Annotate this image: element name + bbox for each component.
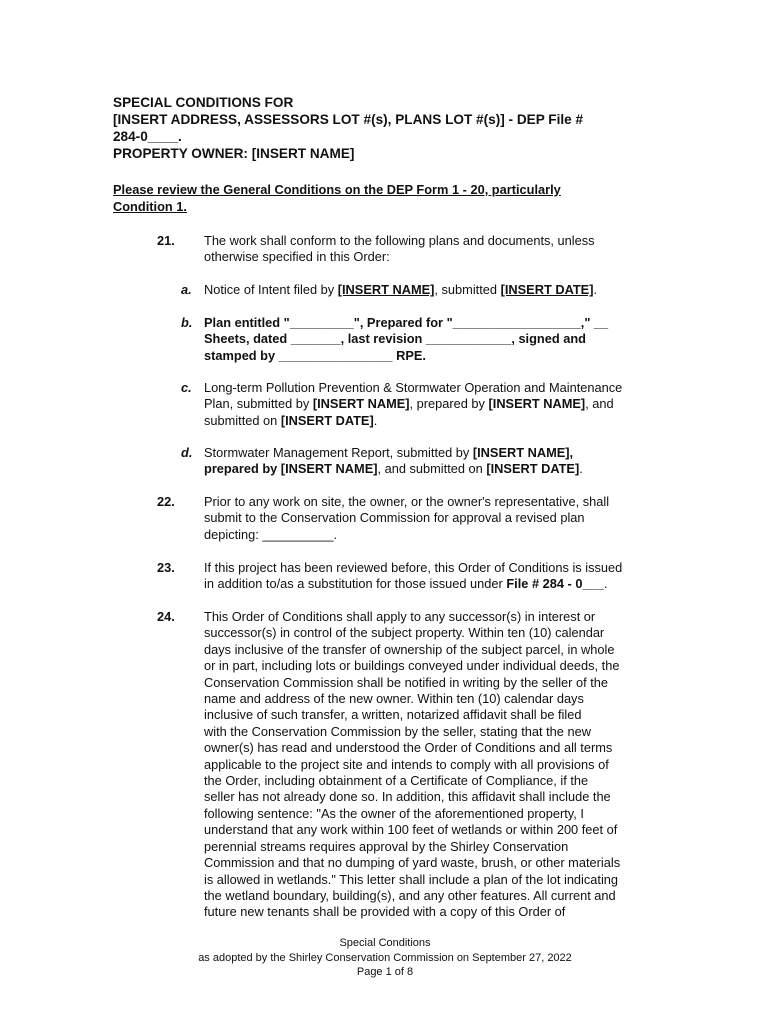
text-line: name and address of the new owner. Within ten (10) calendar days — [204, 691, 584, 707]
condition-text — [204, 494, 674, 543]
text-line: the wetland boundary, building(s), and any other features. All current and — [204, 887, 616, 903]
item-letter: c. — [181, 380, 192, 395]
condition-number: 22. — [157, 494, 175, 509]
review-line: Please review the General Conditions on the DEP Form 1 - 20, particularly — [113, 182, 561, 197]
item-letter: d. — [181, 445, 193, 460]
text-line: following sentence: "As the owner of the aforementioned property, I — [204, 805, 584, 821]
text-segment: . — [593, 282, 598, 297]
insert-name-placeholder: prepared by [INSERT NAME] — [204, 461, 378, 477]
text-line: owner(s) has read and understood the Order of Conditions and all terms — [204, 740, 613, 756]
text-line: Conservation Commission shall be notified in writing by the seller of the — [204, 674, 609, 690]
insert-name-placeholder: [INSERT NAME] — [312, 396, 410, 412]
text-line: days inclusive of the transfer of ownership of the subject parcel, in whole — [204, 641, 615, 657]
insert-date-placeholder: [INSERT DATE] — [500, 282, 594, 297]
text-line: Prior to any work on site, the owner, or the owner's representative, shall — [204, 494, 610, 509]
page-footer — [0, 936, 770, 980]
insert-name-placeholder: [INSERT NAME], — [472, 445, 574, 460]
condition-number: 23. — [157, 560, 175, 575]
text-segment: Stormwater Management Report, submitted by — [204, 445, 473, 460]
item-text — [204, 282, 674, 298]
property-owner-line: PROPERTY OWNER: [INSERT NAME] — [113, 146, 355, 161]
footer-title: Special Conditions — [339, 937, 431, 949]
condition-text — [204, 609, 674, 921]
insert-name-placeholder: [INSERT NAME] — [488, 396, 586, 412]
insert-name-placeholder: [INSERT NAME] — [337, 282, 435, 297]
text-segment: , and submitted on — [377, 461, 487, 477]
text-segment: submitted on — [204, 412, 281, 428]
text-line: perennial streams requires approval by the Shirley Conservation — [204, 838, 569, 854]
title-line: SPECIAL CONDITIONS FOR — [113, 95, 294, 110]
text-line: depicting: __________. — [204, 526, 338, 542]
document-title — [113, 94, 673, 162]
text-line: inclusive of such transfer, a written, notarized affidavit shall be filed — [204, 707, 582, 723]
item-text — [204, 380, 674, 429]
text-line: This Order of Conditions shall apply to any successor(s) in interest or — [204, 609, 596, 624]
item-letter: b. — [181, 315, 193, 330]
text-segment: , prepared by — [409, 396, 489, 412]
text-segment: , and — [585, 396, 614, 412]
text-segment: . — [603, 576, 608, 592]
text-line: with the Conservation Commission by the seller, stating that the new — [204, 723, 591, 739]
text-line: applicable to the project site and intends to comply with all provisions of — [204, 756, 609, 772]
insert-date-placeholder: [INSERT DATE] — [280, 412, 374, 428]
text-line: is allowed in wetlands." This letter shall include a plan of the lot indicating — [204, 871, 619, 887]
text-segment: . — [373, 412, 378, 428]
text-line: If this project has been reviewed before, this Order of Conditions is issued — [204, 560, 623, 575]
text-line: submit to the Conservation Commission for approval a revised plan — [204, 510, 585, 526]
condition-text — [204, 233, 674, 266]
insert-date-placeholder: [INSERT DATE] — [486, 461, 580, 477]
text-line: Plan entitled "_________", Prepared for "__________________," __ — [204, 315, 609, 330]
text-line: otherwise specified in this Order: — [204, 249, 390, 265]
text-segment: Plan, submitted by — [204, 396, 313, 412]
text-line: Commission and that no dumping of yard waste, brush, or other materials — [204, 855, 621, 871]
title-line: [INSERT ADDRESS, ASSESSORS LOT #(s), PLANS LOT #(s)] - DEP File # — [113, 112, 584, 127]
item-letter: a. — [181, 282, 192, 297]
review-notice — [113, 182, 673, 215]
file-number-placeholder: File # 284 - 0___ — [506, 576, 604, 592]
review-line: Condition 1. — [113, 198, 187, 214]
text-segment: in addition to/as a substitution for those issued under — [204, 576, 507, 592]
text-line: successor(s) in control of the subject property. Within ten (10) calendar — [204, 625, 605, 641]
text-line: stamped by ________________ RPE. — [204, 347, 426, 363]
text-segment: Notice of Intent filed by — [204, 282, 338, 297]
condition-text — [204, 560, 674, 593]
condition-number: 21. — [157, 233, 175, 248]
text-line: Long-term Pollution Prevention & Stormwater Operation and Maintenance — [204, 380, 623, 395]
footer-adoption-note: as adopted by the Shirley Conservation Commission on September 27, 2022 — [198, 951, 572, 964]
text-line: Sheets, dated _______, last revision ____________, signed and — [204, 331, 586, 347]
text-segment: . — [579, 461, 583, 477]
condition-number: 24. — [157, 609, 175, 624]
title-line: 284-0____. — [113, 129, 182, 144]
item-text — [204, 445, 674, 478]
text-line: future new tenants shall be provided with a copy of this Order of — [204, 904, 566, 920]
text-line: understand that any work within 100 feet of wetlands or within 200 feet of — [204, 822, 618, 838]
text-line: seller has not already done so. In addition, this affidavit shall include the — [204, 789, 611, 805]
text-segment: , submitted — [434, 282, 501, 297]
text-line: the Order, including obtainment of a Certificate of Compliance, if the — [204, 773, 589, 789]
item-text — [204, 315, 674, 364]
text-line: The work shall conform to the following plans and documents, unless — [204, 233, 595, 248]
text-line: or in part, including lots or buildings conveyed under individual deeds, the — [204, 658, 620, 674]
page-number: Page 1 of 8 — [356, 966, 414, 978]
